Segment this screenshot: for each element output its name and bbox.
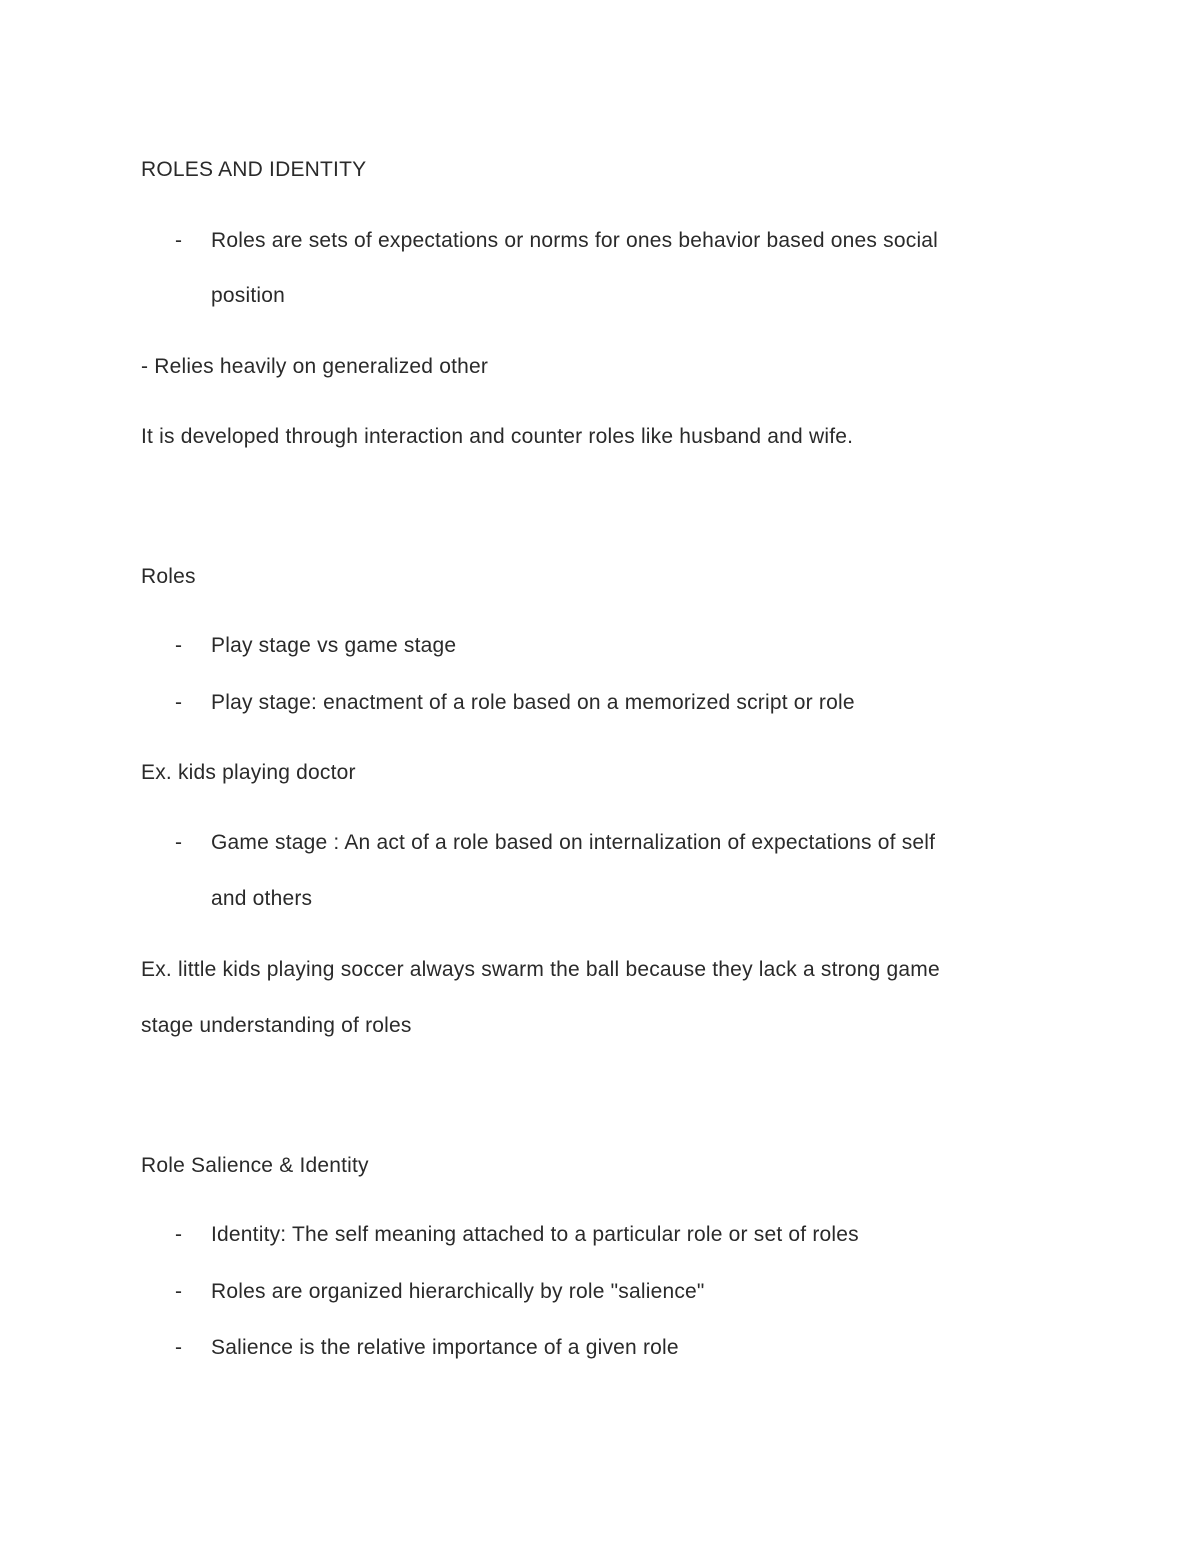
bullet-dash: - — [175, 1223, 182, 1246]
bullet-dash: - — [175, 1336, 182, 1359]
bullet-text-continuation: and others — [211, 887, 313, 910]
bullet-text: Game stage : An act of a role based on internalization of expectations of self — [211, 831, 936, 854]
bullet-text: Play stage: enactment of a role based on a memorized script or role — [211, 691, 855, 714]
paragraph-line: - Relies heavily on generalized other — [141, 355, 489, 378]
paragraph-line: It is developed through interaction and counter roles like husband and wife. — [141, 425, 854, 448]
bullet-text: Roles are sets of expectations or norms for ones behavior based ones social — [211, 229, 939, 252]
bullet-dash: - — [175, 831, 182, 854]
document-title: ROLES AND IDENTITY — [141, 158, 367, 181]
bullet-dash: - — [175, 229, 182, 252]
example-line: Ex. little kids playing soccer always swarm the ball because they lack a strong game — [141, 958, 940, 981]
section-heading-roles: Roles — [141, 565, 196, 588]
bullet-text: Play stage vs game stage — [211, 634, 457, 657]
bullet-text: Roles are organized hierarchically by role "salience" — [211, 1280, 705, 1303]
bullet-text-continuation: position — [211, 284, 285, 307]
bullet-text: Identity: The self meaning attached to a particular role or set of roles — [211, 1223, 859, 1246]
section-heading-role-salience: Role Salience & Identity — [141, 1154, 369, 1177]
example-line: Ex. kids playing doctor — [141, 761, 356, 784]
example-line-continuation: stage understanding of roles — [141, 1014, 412, 1037]
bullet-dash: - — [175, 1280, 182, 1303]
bullet-dash: - — [175, 691, 182, 714]
bullet-dash: - — [175, 634, 182, 657]
bullet-text: Salience is the relative importance of a given role — [211, 1336, 679, 1359]
